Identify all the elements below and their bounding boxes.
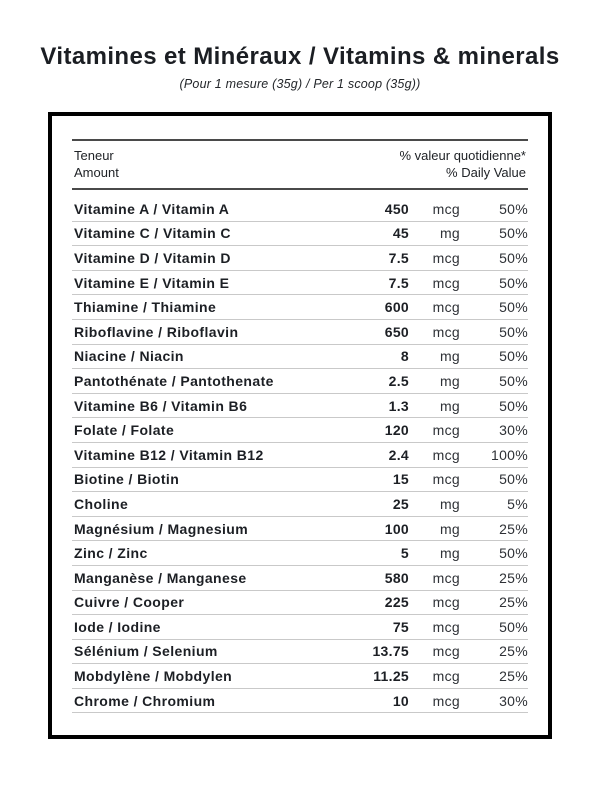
nutrient-name: Niacine / Niacin	[74, 348, 184, 365]
nutrient-name: Vitamine E / Vitamin E	[74, 274, 230, 291]
table-row	[72, 689, 528, 714]
nutrient-amount: 7.5	[388, 249, 409, 266]
amount-header-fr: Teneur	[74, 148, 114, 163]
nutrient-daily-value: 50%	[499, 225, 528, 242]
daily-value-header-fr: % valeur quotidienne*	[399, 148, 526, 163]
nutrient-amount: 5	[400, 545, 409, 562]
table-row	[72, 246, 528, 271]
nutrient-name: Riboflavine / Riboflavin	[74, 323, 239, 340]
nutrient-daily-value: 50%	[499, 200, 528, 217]
nutrient-amount: 7.5	[388, 274, 409, 291]
table-row	[72, 197, 528, 222]
nutrient-amount: 120	[384, 422, 409, 439]
nutrient-name: Zinc / Zinc	[74, 545, 148, 562]
daily-value-header-en: % Daily Value	[446, 164, 526, 180]
nutrient-unit: mcg	[432, 471, 460, 488]
nutrient-name: Mobdylène / Mobdylen	[74, 668, 233, 685]
nutrient-name: Magnésium / Magnesium	[74, 520, 249, 537]
table-row	[72, 615, 528, 640]
nutrient-daily-value: 100%	[490, 446, 528, 463]
nutrient-name: Sélénium / Selenium	[74, 643, 218, 660]
table-row	[72, 369, 528, 394]
nutrient-unit: mcg	[432, 569, 460, 586]
nutrient-amount: 13.75	[372, 643, 409, 660]
table-row	[72, 492, 528, 517]
nutrient-name: Vitamine C / Vitamin C	[74, 225, 231, 242]
nutrient-unit: mcg	[432, 299, 460, 316]
table-row	[72, 517, 528, 542]
nutrient-amount: 450	[384, 200, 409, 217]
nutrient-unit: mg	[439, 545, 460, 562]
nutrient-unit: mcg	[432, 668, 460, 685]
nutrient-amount: 45	[392, 225, 409, 242]
nutrient-daily-value: 25%	[499, 569, 528, 586]
nutrient-daily-value: 50%	[499, 471, 528, 488]
amount-column-header	[74, 148, 119, 181]
page-title: Vitamines et Minéraux / Vitamins & minerals	[40, 43, 560, 70]
nutrient-daily-value: 50%	[499, 274, 528, 291]
nutrient-daily-value: 5%	[507, 495, 528, 512]
nutrient-daily-value: 30%	[499, 692, 528, 709]
nutrient-name: Thiamine / Thiamine	[74, 299, 217, 316]
table-row	[72, 468, 528, 493]
nutrient-name: Vitamine B6 / Vitamin B6	[74, 397, 248, 414]
nutrient-amount: 10	[392, 692, 409, 709]
table-row	[72, 345, 528, 370]
nutrient-amount: 25	[392, 495, 409, 512]
nutrient-amount: 11.25	[373, 668, 409, 685]
nutrient-daily-value: 25%	[499, 520, 528, 537]
nutrient-unit: mcg	[432, 422, 460, 439]
nutrient-daily-value: 25%	[499, 668, 528, 685]
nutrient-name: Choline	[74, 495, 129, 512]
daily-value-column-header	[400, 148, 526, 181]
table-row	[72, 222, 528, 247]
nutrient-amount: 650	[384, 323, 409, 340]
vitamins-minerals-table	[48, 112, 552, 739]
nutrient-amount: 75	[392, 618, 409, 635]
table-row	[72, 664, 528, 689]
nutrient-daily-value: 50%	[499, 299, 528, 316]
nutrient-amount: 15	[392, 471, 409, 488]
table-row	[72, 271, 528, 296]
nutrient-unit: mg	[439, 520, 460, 537]
table-row	[72, 640, 528, 665]
nutrient-unit: mcg	[432, 200, 460, 217]
nutrient-name: Biotine / Biotin	[74, 471, 180, 488]
table-header	[72, 139, 528, 190]
nutrient-name: Pantothénate / Pantothenate	[74, 372, 274, 389]
nutrient-daily-value: 25%	[499, 643, 528, 660]
nutrient-name: Manganèse / Manganese	[74, 569, 247, 586]
nutrient-name: Cuivre / Cooper	[74, 594, 185, 611]
amount-header-en: Amount	[74, 164, 119, 180]
nutrient-amount: 100	[384, 520, 409, 537]
table-row	[72, 295, 528, 320]
nutrient-unit: mcg	[432, 446, 460, 463]
table-row	[72, 418, 528, 443]
nutrient-daily-value: 50%	[499, 618, 528, 635]
nutrient-unit: mcg	[432, 618, 460, 635]
nutrient-daily-value: 30%	[499, 422, 528, 439]
nutrient-unit: mg	[439, 225, 460, 242]
nutrient-daily-value: 25%	[499, 594, 528, 611]
nutrient-daily-value: 50%	[499, 372, 528, 389]
table-row	[72, 320, 528, 345]
nutrient-daily-value: 50%	[499, 323, 528, 340]
nutrient-amount: 580	[384, 569, 409, 586]
nutrient-amount: 225	[384, 594, 409, 611]
nutrient-daily-value: 50%	[499, 397, 528, 414]
nutrient-daily-value: 50%	[499, 545, 528, 562]
table-row	[72, 566, 528, 591]
nutrient-name: Folate / Folate	[74, 422, 175, 439]
nutrient-rows	[72, 197, 528, 713]
nutrient-name: Vitamine B12 / Vitamin B12	[74, 446, 264, 463]
table-row	[72, 443, 528, 468]
nutrient-name: Chrome / Chromium	[74, 692, 216, 709]
nutrient-unit: mcg	[432, 323, 460, 340]
nutrient-name: Vitamine D / Vitamin D	[74, 249, 231, 266]
nutrient-daily-value: 50%	[499, 249, 528, 266]
nutrient-unit: mg	[439, 397, 460, 414]
nutrient-amount: 1.3	[388, 397, 409, 414]
table-row	[72, 591, 528, 616]
nutrient-unit: mg	[439, 495, 460, 512]
nutrient-unit: mcg	[432, 692, 460, 709]
nutrient-amount: 2.5	[388, 372, 409, 389]
nutrient-unit: mg	[439, 372, 460, 389]
nutrient-unit: mcg	[432, 249, 460, 266]
nutrient-name: Vitamine A / Vitamin A	[74, 200, 230, 217]
nutrient-amount: 600	[384, 299, 409, 316]
nutrient-unit: mcg	[432, 274, 460, 291]
table-row	[72, 394, 528, 419]
nutrient-name: Iode / Iodine	[74, 618, 161, 635]
nutrient-amount: 8	[400, 348, 409, 365]
nutrient-unit: mg	[439, 348, 460, 365]
nutrient-amount: 2.4	[388, 446, 409, 463]
serving-size-subtitle: (Pour 1 mesure (35g) / Per 1 scoop (35g))	[179, 77, 421, 91]
table-row	[72, 541, 528, 566]
nutrient-unit: mcg	[432, 594, 460, 611]
nutrient-unit: mcg	[432, 643, 460, 660]
nutrient-daily-value: 50%	[499, 348, 528, 365]
